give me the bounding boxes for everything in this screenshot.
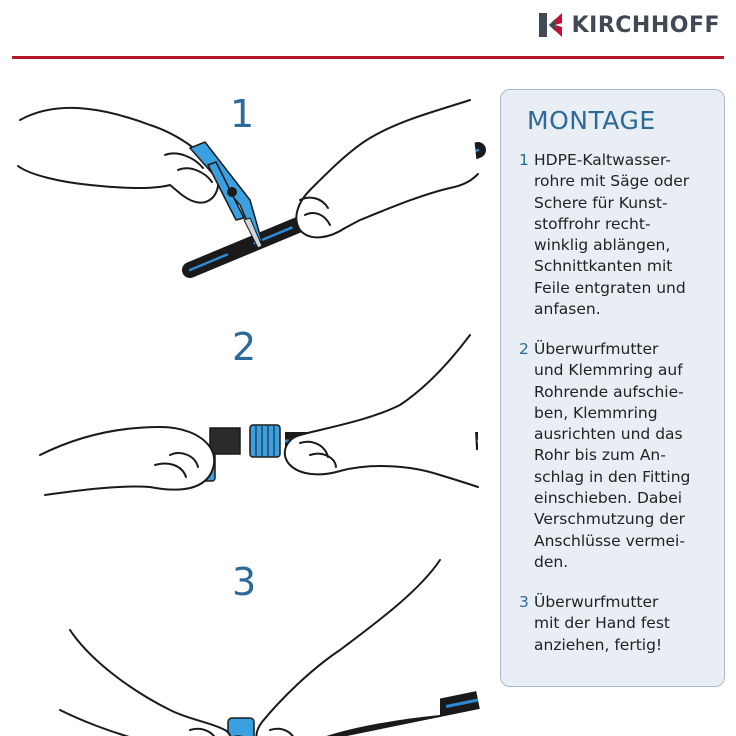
instruction-number: 1: [519, 151, 529, 169]
panel-title: MONTAGE: [527, 106, 656, 135]
instruction-line: schlag in den Fitting: [534, 467, 691, 486]
instruction-line: anziehen, fertig!: [534, 635, 663, 654]
instruction-line: HDPE-Kaltwasser-: [534, 151, 671, 169]
instruction-text: [534, 592, 670, 656]
instruction-line: Schnittkanten mit: [534, 257, 673, 276]
instruction-line: Anschlüsse vermei-: [534, 531, 685, 550]
brand-header: [538, 12, 720, 38]
step-1: [0, 70, 490, 285]
instruction-line: Schere für Kunst-: [534, 193, 668, 212]
instruction-line: den.: [534, 552, 569, 571]
instruction-line: mit der Hand fest: [534, 614, 670, 633]
instruction-line: Rohr bis zum An-: [534, 446, 666, 465]
step-number: 2: [232, 325, 257, 369]
instruction-line: ben, Klemmring: [534, 403, 658, 422]
instruction-line: Verschmutzung der: [534, 510, 686, 529]
instruction-text: [534, 339, 690, 573]
step-number: 1: [230, 92, 255, 136]
instruction-line: rohre mit Säge oder: [534, 172, 690, 191]
instruction-number: 2: [519, 340, 529, 358]
instruction-line: winklig ablängen,: [534, 236, 671, 255]
step-2: [0, 315, 490, 535]
step-3: [0, 550, 490, 736]
instruction-line: einschieben. Dabei: [534, 489, 683, 508]
kirchhoff-logo-icon: [538, 12, 564, 38]
instruction-line: Überwurfmutter: [534, 593, 659, 611]
header-divider: [12, 56, 724, 59]
instruction-line: ausrichten und das: [534, 425, 683, 444]
instruction-number: 3: [519, 593, 529, 611]
instruction-line: stoffrohr recht-: [534, 214, 651, 233]
hands-pushing-pipe-into-fitting-icon: [0, 315, 490, 535]
instruction-line: Überwurfmutter: [534, 340, 659, 358]
hand-cutting-pipe-with-pipe-cutter-icon: [0, 70, 490, 285]
instruction-line: Rohrende aufschie-: [534, 382, 684, 401]
instruction-line: anfasen.: [534, 300, 601, 319]
instructions-panel: [500, 89, 725, 687]
instruction-line: und Klemmring auf: [534, 361, 683, 380]
step-number: 3: [232, 560, 257, 604]
instruction-line: Feile entgraten und: [534, 278, 686, 297]
instruction-text: [534, 150, 689, 320]
steps-illustrations: [0, 70, 490, 736]
hands-tightening-union-nut-icon: [0, 550, 490, 736]
brand-name: KIRCHHOFF: [571, 12, 720, 38]
